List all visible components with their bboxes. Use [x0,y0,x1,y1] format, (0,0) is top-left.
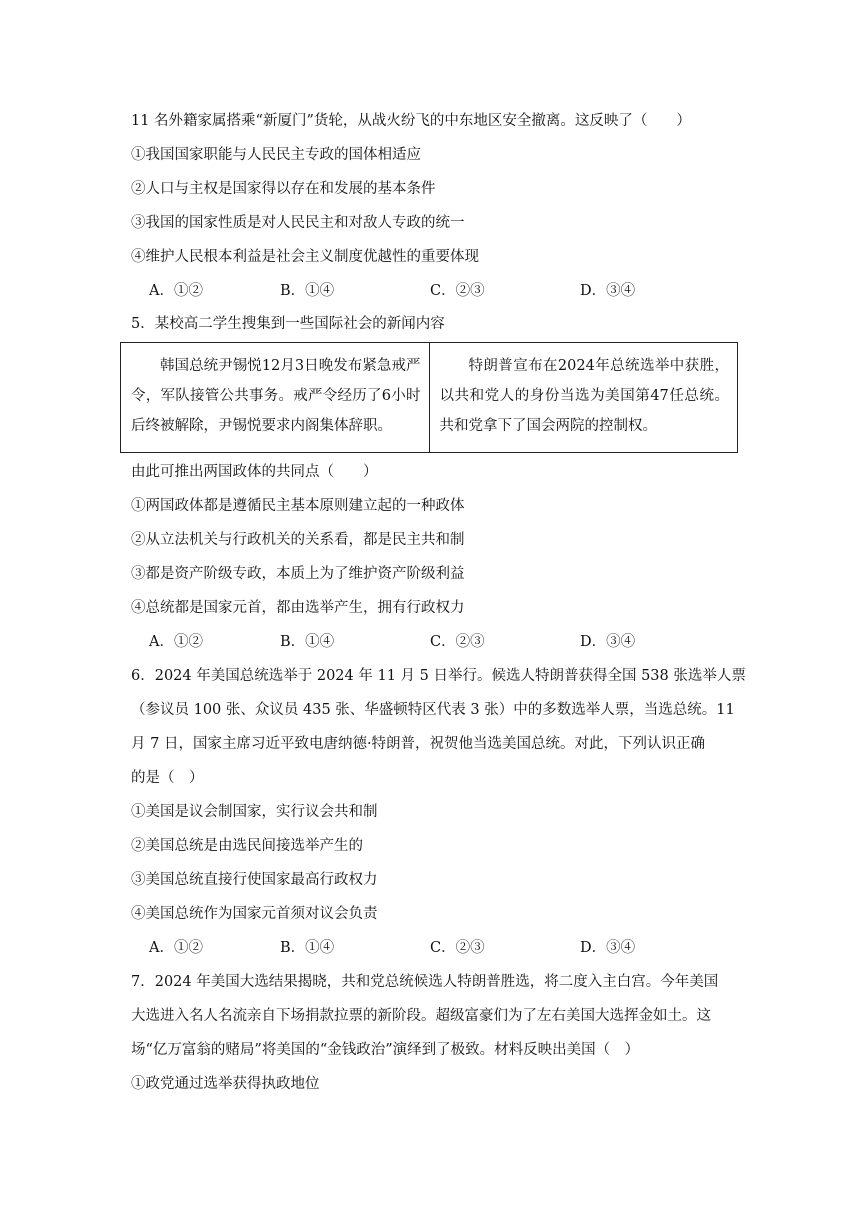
q7-stem-line-1: 7．2024 年美国大选结果揭晓，共和党总统候选人特朗普胜选，将二度入主白宫。今年美国 [131,974,719,990]
q4-statement-3: ③我国的国家性质是对人民民主和对敌人专政的统一 [131,215,465,231]
q4-statement-4: ④维护人民根本利益是社会主义制度优越性的重要体现 [131,249,479,265]
q7-stem-line-2: 大选进入名人名流亲自下场捐款拉票的新阶段。超级富豪们为了左右美国大选挥金如土。这 [131,1008,711,1024]
q4-stem: 11 名外籍家属搭乘“新厦门”货轮，从战火纷飞的中东地区安全撤离。这反映了（ ） [131,113,691,129]
q5-statement-3: ③都是资产阶级专政，本质上为了维护资产阶级利益 [131,566,465,582]
q4-statement-1: ①我国国家职能与人民民主专政的国体相适应 [131,147,421,163]
q4-option-b[interactable]: B．①④ [280,283,335,299]
q4-statement-2: ②人口与主权是国家得以存在和发展的基本条件 [131,181,436,197]
q6-statement-4: ④美国总统作为国家元首须对议会负责 [131,906,378,922]
q5-statement-4: ④总统都是国家元首，都由选举产生，拥有行政权力 [131,600,465,616]
q5-option-b[interactable]: B．①④ [280,634,335,650]
q4-option-a[interactable]: A．①② [149,283,203,299]
news-usa: 特朗普宣布在2024年总统选举中获胜，以共和党人的身份当选为美国第47任总统。共和党拿下了国会两院的控制权。 [439,358,729,434]
news-table [120,342,738,453]
q6-option-c[interactable]: C．②③ [430,940,485,956]
q6-option-a[interactable]: A．①② [149,940,203,956]
q6-option-d[interactable]: D．③④ [580,940,636,956]
q6-statement-3: ③美国总统直接行使国家最高行政权力 [131,872,378,888]
q5-option-c[interactable]: C．②③ [430,634,485,650]
q6-stem-line-2: （参议员 100 张、众议员 435 张、华盛顿特区代表 3 张）中的多数选举人票，当选总统。11 [131,702,735,718]
q5-question: 由此可推出两国政体的共同点（ ） [131,464,378,480]
q6-statement-1: ①美国是议会制国家，实行议会共和制 [131,804,378,820]
q6-statement-2: ②美国总统是由选民间接选举产生的 [131,838,363,854]
q6-stem-line-1: 6．2024 年美国总统选举于 2024 年 11 月 5 日举行。候选人特朗普获得全国 538 张选举人票 [131,668,746,684]
q4-option-c[interactable]: C．②③ [430,283,485,299]
q5-intro: 5．某校高二学生搜集到一些国际社会的新闻内容 [131,316,445,332]
q5-option-a[interactable]: A．①② [149,634,203,650]
q6-option-b[interactable]: B．①④ [280,940,335,956]
q5-statement-1: ①两国政体都是遵循民主基本原则建立起的一种政体 [131,498,465,514]
q6-stem-line-3: 月 7 日，国家主席习近平致电唐纳德·特朗普，祝贺他当选美国总统。对此，下列认识正确 [131,736,706,752]
q4-option-d[interactable]: D．③④ [580,283,636,299]
q7-stem-line-3: 场“亿万富翁的赌局”将美国的“金钱政治”演绎到了极致。材料反映出美国（ ） [131,1042,640,1058]
q5-option-d[interactable]: D．③④ [580,634,636,650]
q6-stem-line-4: 的是（ ） [131,770,204,786]
news-korea: 韩国总统尹锡悦12月3日晚发布紧急戒严令，军队接管公共事务。戒严令经历了6小时后终被解除，尹锡悦要求内阁集体辞职。 [121,343,430,452]
q5-statement-2: ②从立法机关与行政机关的关系看，都是民主共和制 [131,532,465,548]
q7-statement-1: ①政党通过选举获得执政地位 [131,1076,320,1092]
